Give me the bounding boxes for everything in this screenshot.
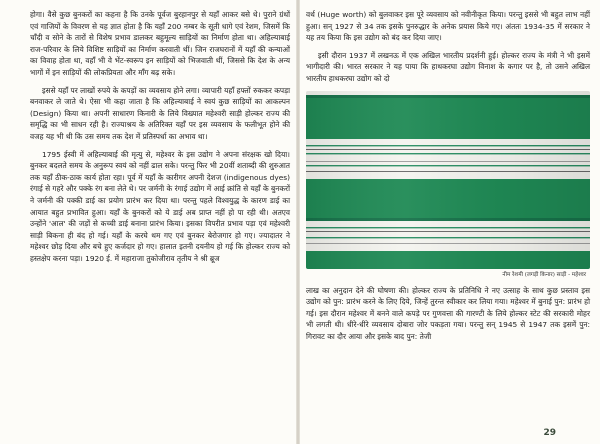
left-paragraph-1: होगा। वैसे कुछ बुनकरों का कहना है कि उनके पूर्वज बुरहानपुर से यहाँ आकर बसे थे। पुराने ग्रंथों एवं गाजियों के विवरण से यह ज्ञात होता है कि यहाँ 200 नम्बर के सूती धागे एवं रेशम, जिसमें कि चाँदी व सोने के तारों से विशेष प्रभाव डालकर बहुमूल्य साड़ियों का निर्माण होता था। अहिल्याबाई राज-परिवार के लिये विशिष्ट साड़ियों का निर्माण करवाती थीं। जिन राजघरानों में यहाँ की कन्याओं का विवाह होता था, वहाँ भी वे भेंट-स्वरूप इन साड़ियों को भिजवाती थीं, जिससे कि देश के अन्य भागों में इन साड़ियों की लोकप्रियता और माँग बढ़ सके। — [30, 10, 290, 77]
page-number: 29 — [543, 428, 556, 438]
left-paragraph-3: 1795 ईस्वी में अहिल्याबाई की मृत्यु से, महेश्वर के इस उद्योग ने अपना संरक्षक खो दिया। बुनकर बदलते समय के अनुरूप स्वयं को नहीं ढाल सके। परन्तु फिर भी 20वीं शताब्दी की शुरुआत तक यहाँ ठीक-ठाक कार्य होता रहा। पूर्व में यहाँ के कारीगर अपनी देशज (indigenous dyes) रंगाई से गहरे और पक्के रंग बना लेते थे। पर जर्मनी के रंगाई उद्योग में आई क्रांति से यहाँ के बुनकरों ने जर्मनी की पक्की डाई का प्रयोग प्रारंभ कर दिया था। परन्तु पहले विश्वयुद्ध के कारण डाई का आयात बहुत प्रभावित हुआ। यहाँ के बुनकरों को ये डाई अब प्राप्त नहीं हो पा रही थी। अतएव उन्होंने 'आल' की जड़ों से कच्ची डाई बनाना प्रारंभ किया। इसका विपरीत प्रभाव पड़ा एवं महेश्वरी साड़ी बिकना ही बंद हो गई। यहाँ के करघे थम गए एवं बुनकर बेरोजगार हो गए। ज्यादातर ने महेश्वर छोड़ दिया और बचे हुए कर्जदार हो गए। हालात इतनी दयनीय हो गई कि होल्कर राज्य को हस्तक्षेप करना पड़ा। 1920 ई. में महाराजा तुकोजीराव तृतीय ने श्री ब्रूज — [30, 149, 290, 263]
left-page — [0, 0, 296, 444]
right-page — [300, 0, 600, 444]
right-paragraph-3: लाख का अनुदान देने की घोषणा की। होल्कर राज्य के प्रतिनिधि ने नए उत्साह के साथ कुछ प्रस्ताव इस उद्योग को पुन: प्रारंभ करने के लिए दिये, जिन्हें तुरन्त स्वीकार कर लिया गया। महेश्वर में बुनाई पुन: प्रारंभ हो गई। इस दौरान महेश्वर में बनने वाले कपड़े पर गुणवत्ता की गारण्टी के लिये होल्कर स्टेट की सरकारी मोहर भी लगती थी। धीरे-धीरे व्यवसाय दोबारा जोर पकड़ता गया। परन्तु सन् 1945 से 1947 तक इसमें पुन: गिरावट का दौर आया और इसके बाद पुन: तेजी — [306, 285, 590, 341]
striped-cloth-image — [306, 91, 590, 269]
right-paragraph-1: वर्थ (Huge worth) को बुलवाकर इस पूरे व्यवसाय को नवीनीकृत किया। परन्तु इससे भी बहुत लाभ नहीं हुआ। सन् 1927 से 34 तक इसके पुनरुद्धार के अनेक प्रयास किये गए। अंततः 1934-35 में सरकार ने यह तय किया कि इस उद्योग को बंद कर दिया जाए। — [306, 10, 590, 43]
figure-caption: नीम रेशमी (लगड़ी किनार) साड़ी - महेश्वर — [502, 271, 586, 278]
right-paragraph-2: इसी दौरान 1937 में लखनऊ में एक अखिल भारतीय प्रदर्शनी हुई। होल्कर राज्य के मंत्री ने भी इसमें भागीदारी की। भारत सरकार ने यह पाया कि हाथकरघा उद्योग विनाश के कगार पर है, तो उसने अखिल भारतीय हाथकरघा उद्योग को दो — [306, 50, 590, 83]
saree-photo — [306, 91, 590, 269]
left-paragraph-2: इससे यहाँ पर लाखों रुपये के कपड़ों का व्यवसाय होने लगा। व्यापारी यहाँ हफ्तों रुककर कपड़ा बनवाकर ले जाते थे। ऐसा भी कहा जाता है कि अहिल्याबाई ने स्वयं कुछ साड़ियों का आकल्पन (Design) किया था। अपनी साधारण किनारी के लिये विख्यात महेश्वरी साड़ी होल्कर राज्य की समृद्धि का भी साधन रही है। राज्याश्रय के अतिरिक्त यहाँ पर इस व्यवसाय के फलीभूत होने की वजह यह भी थी कि उस समय तक देश में प्रतिस्पर्धा का अभाव था। — [30, 85, 290, 141]
